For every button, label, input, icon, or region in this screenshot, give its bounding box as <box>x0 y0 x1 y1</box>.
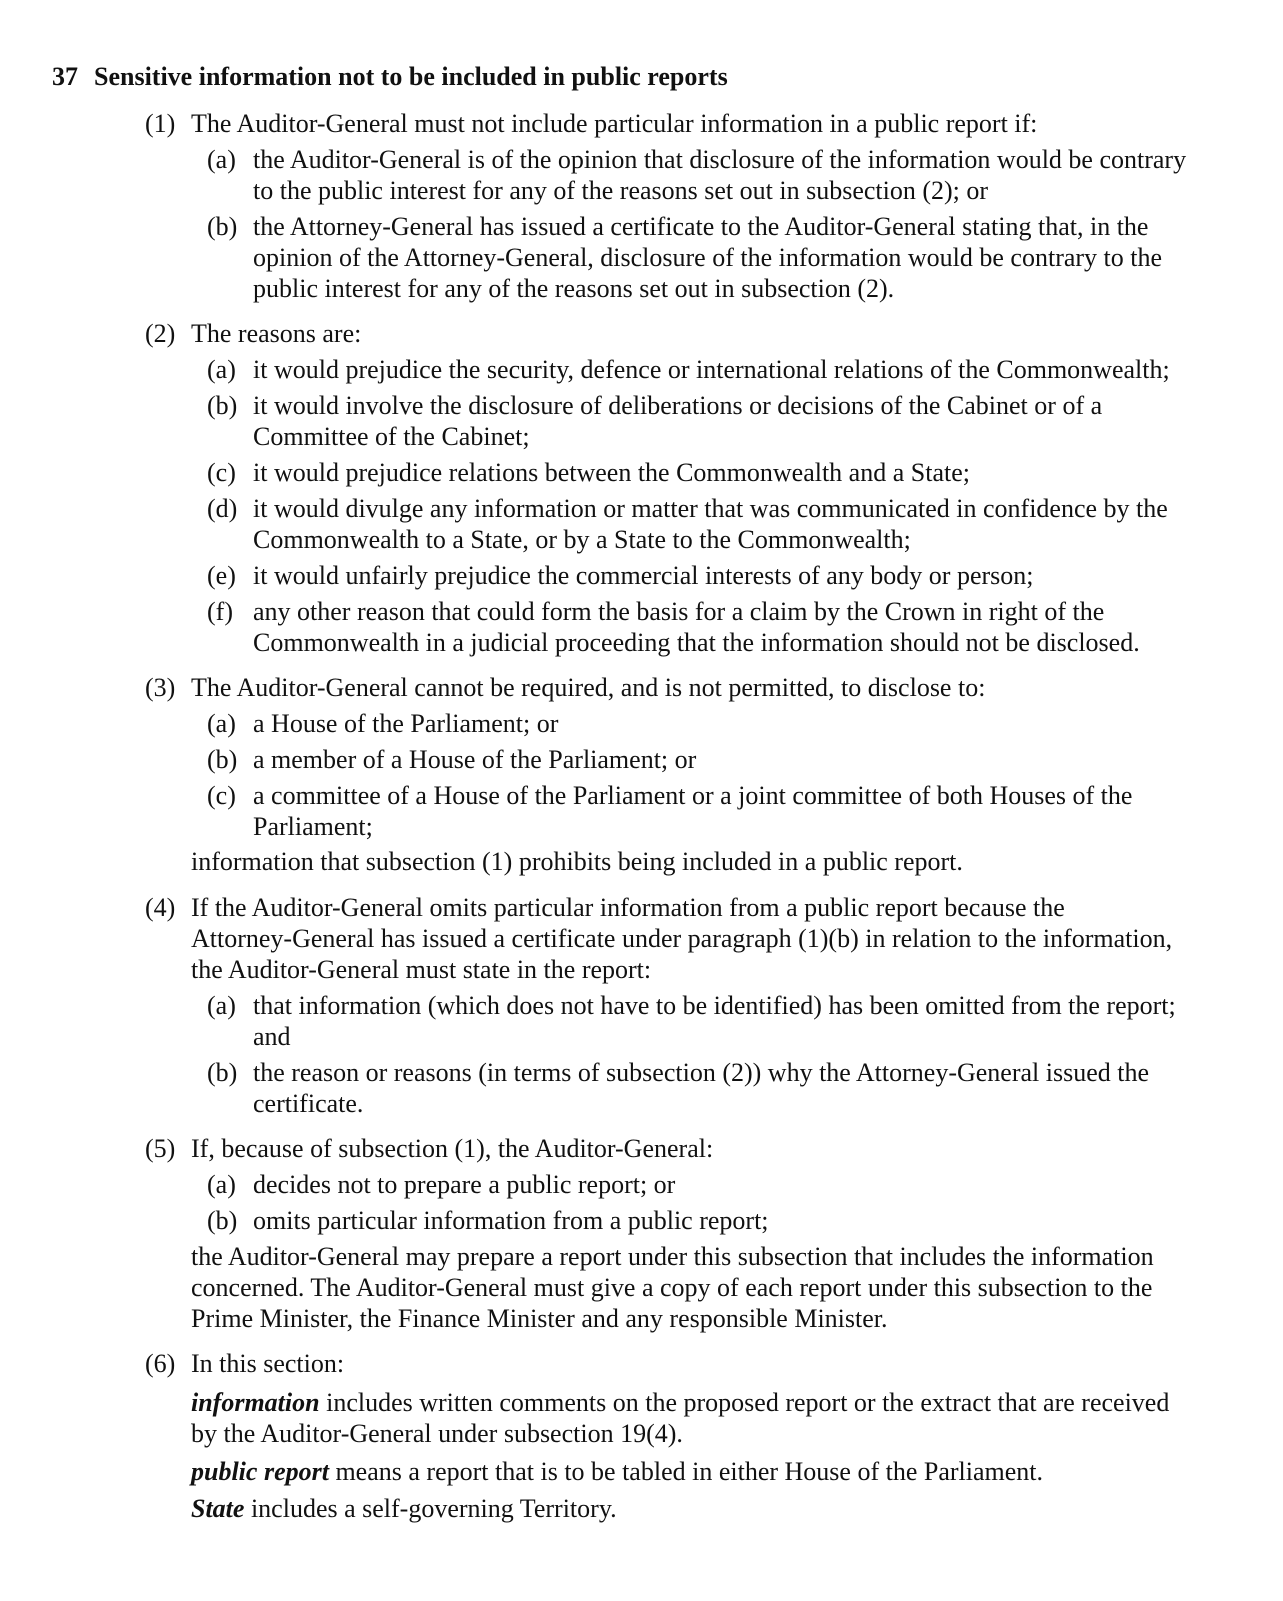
paragraph-2f <box>207 596 1104 627</box>
paragraph-label: (a) <box>207 991 236 1020</box>
subsection-2 <box>145 318 361 349</box>
paragraph-2f-cont: Commonwealth in a judicial proceeding that the information should not be disclosed. <box>253 628 1140 657</box>
section-number: 37 <box>52 62 78 91</box>
paragraph-label: (b) <box>207 212 238 241</box>
subsection-3 <box>145 672 985 703</box>
paragraph-text: it would divulge any information or matter that was communicated in confidence by the <box>253 494 1168 523</box>
section-title: Sensitive information not to be included in public reports <box>94 62 728 91</box>
paragraph-2d-cont: Commonwealth to a State, or by a State to the Commonwealth; <box>253 525 911 554</box>
paragraph-text: the reason or reasons (in terms of subsection (2)) why the Attorney-General issued the <box>253 1058 1150 1087</box>
paragraph-label: (d) <box>207 494 238 523</box>
subsection-text: The Auditor-General cannot be required, and is not permitted, to disclose to: <box>191 673 986 702</box>
paragraph-2e <box>207 560 1034 591</box>
subsection-4-cont: Attorney-General has issued a certificate under paragraph (1)(b) in relation to the information, <box>191 924 1173 953</box>
paragraph-text: it would involve the disclosure of deliberations or decisions of the Cabinet or of a <box>253 391 1103 420</box>
paragraph-text: it would unfairly prejudice the commercial interests of any body or person; <box>253 561 1034 590</box>
definition-information-cont: by the Auditor-General under subsection 19(4). <box>191 1419 683 1448</box>
subsection-text: The reasons are: <box>191 319 362 348</box>
subsection-5-tail: the Auditor-General may prepare a report under this subsection that includes the information <box>191 1242 1154 1271</box>
paragraph-label: (b) <box>207 745 238 774</box>
definition-public-report <box>191 1456 1043 1487</box>
paragraph-2b-cont: Committee of the Cabinet; <box>253 422 530 451</box>
paragraph-text: omits particular information from a public report; <box>253 1206 769 1235</box>
subsection-label: (5) <box>145 1134 176 1163</box>
paragraph-text: a member of a House of the Parliament; or <box>253 745 697 774</box>
subsection-label: (1) <box>145 109 176 138</box>
paragraph-2a <box>207 354 1170 385</box>
subsection-4-cont: the Auditor-General must state in the report: <box>191 955 652 984</box>
paragraph-2b <box>207 390 1102 421</box>
subsection-6 <box>145 1348 344 1379</box>
paragraph-label: (b) <box>207 391 238 420</box>
subsection-5 <box>145 1133 713 1164</box>
paragraph-text: that information (which does not have to be identified) has been omitted from the report; <box>253 991 1176 1020</box>
section-heading <box>52 62 728 92</box>
paragraph-label: (e) <box>207 561 236 590</box>
subsection-3-tail: information that subsection (1) prohibits being included in a public report. <box>191 847 963 876</box>
paragraph-3b <box>207 744 696 775</box>
paragraph-1a-cont: to the public interest for any of the reasons set out in subsection (2); or <box>253 176 989 205</box>
paragraph-label: (b) <box>207 1058 238 1087</box>
paragraph-4b <box>207 1057 1149 1088</box>
subsection-4 <box>145 892 1065 923</box>
paragraph-label: (a) <box>207 1170 236 1199</box>
paragraph-text: any other reason that could form the basis for a claim by the Crown in right of the <box>253 597 1105 626</box>
defined-term: public report <box>191 1457 329 1486</box>
subsection-5-tail: Prime Minister, the Finance Minister and any responsible Minister. <box>191 1304 888 1333</box>
subsection-text: If, because of subsection (1), the Auditor-General: <box>191 1134 714 1163</box>
paragraph-label: (c) <box>207 781 236 810</box>
paragraph-2c <box>207 457 970 488</box>
paragraph-label: (a) <box>207 355 236 384</box>
paragraph-3a <box>207 708 558 739</box>
subsection-text: The Auditor-General must not include particular information in a public report if: <box>191 109 1038 138</box>
defined-term: information <box>191 1388 320 1417</box>
subsection-label: (3) <box>145 673 176 702</box>
subsection-1 <box>145 108 1037 139</box>
paragraph-1a <box>207 144 1186 175</box>
paragraph-label: (a) <box>207 145 236 174</box>
subsection-label: (4) <box>145 893 176 922</box>
definition-text: means a report that is to be tabled in either House of the Parliament. <box>335 1457 1044 1486</box>
paragraph-text: a committee of a House of the Parliament or a joint committee of both Houses of the <box>253 781 1133 810</box>
subsection-text: In this section: <box>191 1349 345 1378</box>
definition-text: includes written comments on the proposed report or the extract that are received <box>326 1388 1170 1417</box>
paragraph-1b <box>207 211 1148 242</box>
definition-information <box>191 1387 1169 1418</box>
paragraph-label: (c) <box>207 458 236 487</box>
paragraph-4a <box>207 990 1176 1021</box>
defined-term: State <box>191 1494 245 1523</box>
definition-text: includes a self-governing Territory. <box>250 1494 617 1523</box>
definition-state <box>191 1493 617 1524</box>
paragraph-1b-cont: public interest for any of the reasons set out in subsection (2). <box>253 274 895 303</box>
paragraph-text: decides not to prepare a public report; or <box>253 1170 676 1199</box>
paragraph-5b <box>207 1205 769 1236</box>
paragraph-label: (a) <box>207 709 236 738</box>
paragraph-text: it would prejudice the security, defence or international relations of the Commonwealth; <box>253 355 1170 384</box>
paragraph-text: it would prejudice relations between the Commonwealth and a State; <box>253 458 970 487</box>
paragraph-label: (b) <box>207 1206 238 1235</box>
paragraph-3c-cont: Parliament; <box>253 812 373 841</box>
subsection-label: (6) <box>145 1349 176 1378</box>
paragraph-text: a House of the Parliament; or <box>253 709 559 738</box>
paragraph-label: (f) <box>207 597 233 626</box>
paragraph-1b-cont: opinion of the Attorney-General, disclosure of the information would be contrary to the <box>253 243 1163 272</box>
paragraph-4b-cont: certificate. <box>253 1089 364 1118</box>
subsection-label: (2) <box>145 319 176 348</box>
paragraph-3c <box>207 780 1132 811</box>
paragraph-5a <box>207 1169 675 1200</box>
subsection-5-tail: concerned. The Auditor-General must give a copy of each report under this subsection to the <box>191 1273 1153 1302</box>
subsection-text: If the Auditor-General omits particular information from a public report because the <box>191 893 1065 922</box>
paragraph-4a-cont: and <box>253 1022 291 1051</box>
paragraph-text: the Attorney-General has issued a certificate to the Auditor-General stating that, in the <box>253 212 1149 241</box>
paragraph-text: the Auditor-General is of the opinion that disclosure of the information would be contrary <box>253 145 1187 174</box>
paragraph-2d <box>207 493 1168 524</box>
